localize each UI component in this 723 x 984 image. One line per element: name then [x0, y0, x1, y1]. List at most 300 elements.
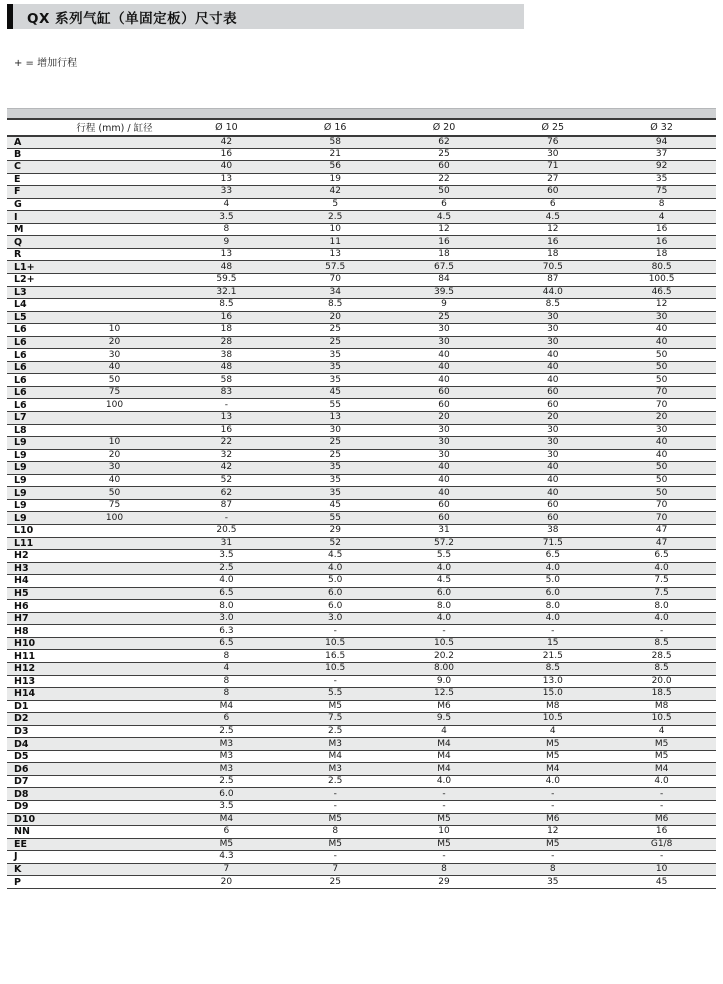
- dimension-value: 2.5: [172, 562, 281, 575]
- dimension-value: 10.5: [390, 637, 499, 650]
- row-label: L7: [7, 412, 57, 425]
- dimension-value: 2.5: [172, 725, 281, 738]
- stroke-value: 20: [57, 336, 172, 349]
- dimension-value: 32.1: [172, 286, 281, 299]
- table-row: [7, 863, 716, 876]
- dimension-value: 55: [281, 512, 390, 525]
- dimension-value: 25: [390, 311, 499, 324]
- row-label: H2: [7, 550, 57, 563]
- dimension-value: 4.0: [390, 612, 499, 625]
- dimension-value: 8.5: [607, 662, 716, 675]
- row-label: D8: [7, 788, 57, 801]
- table-row: [7, 550, 716, 563]
- header-empty-cell: [7, 120, 57, 136]
- dimension-value: -: [172, 399, 281, 412]
- dimension-value: 58: [172, 374, 281, 387]
- dimension-value: 4.5: [390, 211, 499, 224]
- dimension-value: M3: [281, 763, 390, 776]
- dimension-value: 10: [390, 826, 499, 839]
- stroke-value: [57, 524, 172, 537]
- row-label: E: [7, 173, 57, 186]
- dimension-value: 48: [172, 361, 281, 374]
- dimension-value: 8.0: [172, 600, 281, 613]
- table-row: [7, 186, 716, 199]
- stroke-value: [57, 136, 172, 149]
- dimension-value: 87: [498, 274, 607, 287]
- title-accent-bar: [7, 4, 13, 29]
- col-header-diameter-16: Ø 16: [281, 120, 390, 136]
- dimension-value: 60: [390, 161, 499, 174]
- dimension-value: 62: [390, 136, 499, 149]
- dimension-value: 30: [390, 449, 499, 462]
- dimension-value: 45: [281, 499, 390, 512]
- dimension-value: 2.5: [281, 725, 390, 738]
- dimension-value: M5: [607, 738, 716, 751]
- row-label: I: [7, 211, 57, 224]
- dimension-value: 40: [390, 462, 499, 475]
- dimension-value: 8: [172, 675, 281, 688]
- dimension-value: 60: [498, 386, 607, 399]
- stroke-value: 40: [57, 474, 172, 487]
- dimension-value: 4.5: [390, 575, 499, 588]
- row-label: L6: [7, 386, 57, 399]
- dimension-value: 12: [607, 299, 716, 312]
- dimension-value: 50: [607, 474, 716, 487]
- stroke-value: [57, 261, 172, 274]
- stroke-value: [57, 311, 172, 324]
- dimension-value: 50: [607, 349, 716, 362]
- stroke-value: [57, 675, 172, 688]
- stroke-note: + = 增加行程: [14, 58, 78, 69]
- stroke-value: [57, 248, 172, 261]
- dimension-value: 20.5: [172, 524, 281, 537]
- dimension-value: 18.5: [607, 688, 716, 701]
- dimension-value: 8.0: [498, 600, 607, 613]
- row-label: L9: [7, 474, 57, 487]
- dimension-value: -: [390, 851, 499, 864]
- row-label: L9: [7, 437, 57, 450]
- dimension-value: 6: [172, 826, 281, 839]
- row-label: NN: [7, 826, 57, 839]
- row-label: L9: [7, 512, 57, 525]
- dimension-value: 5: [281, 198, 390, 211]
- dimension-value: 60: [390, 386, 499, 399]
- table-row: [7, 675, 716, 688]
- stroke-value: [57, 186, 172, 199]
- dimension-value: M4: [390, 750, 499, 763]
- dimension-value: 50: [607, 487, 716, 500]
- table-row: [7, 688, 716, 701]
- table-row: [7, 349, 716, 362]
- table-row: [7, 274, 716, 287]
- dimension-value: 18: [607, 248, 716, 261]
- dimension-value: 40: [390, 474, 499, 487]
- stroke-value: [57, 738, 172, 751]
- dimension-value: 8: [172, 688, 281, 701]
- col-header-diameter-32: Ø 32: [607, 120, 716, 136]
- table-row: [7, 299, 716, 312]
- table-row: [7, 813, 716, 826]
- dimension-value: 4: [607, 211, 716, 224]
- dimension-value: 10.5: [498, 713, 607, 726]
- dimension-value: 75: [607, 186, 716, 199]
- dimension-value: 15: [498, 637, 607, 650]
- row-label: L9: [7, 449, 57, 462]
- dimension-value: 8: [607, 198, 716, 211]
- dimension-value: 18: [390, 248, 499, 261]
- dimension-value: 35: [498, 876, 607, 889]
- dimension-value: 30: [390, 424, 499, 437]
- stroke-value: 30: [57, 462, 172, 475]
- dimension-value: 29: [281, 524, 390, 537]
- table-row: [7, 424, 716, 437]
- dimension-value: M4: [172, 813, 281, 826]
- dimension-value: M5: [390, 813, 499, 826]
- table-row: [7, 876, 716, 889]
- dimension-value: 5.5: [390, 550, 499, 563]
- dimension-value: 35: [281, 462, 390, 475]
- stroke-value: 30: [57, 349, 172, 362]
- stroke-value: [57, 637, 172, 650]
- table-row: [7, 462, 716, 475]
- stroke-value: 10: [57, 324, 172, 337]
- dimension-value: 4: [498, 725, 607, 738]
- dimension-value: 37: [607, 148, 716, 161]
- dimension-value: 7.5: [607, 575, 716, 588]
- row-label: L5: [7, 311, 57, 324]
- dimension-value: 3.5: [172, 800, 281, 813]
- dimension-value: 4.0: [498, 562, 607, 575]
- dimension-value: 4: [172, 662, 281, 675]
- dimension-value: 6.0: [281, 587, 390, 600]
- dimension-value: 8: [172, 650, 281, 663]
- dimension-value: M5: [498, 738, 607, 751]
- dimension-value: 45: [607, 876, 716, 889]
- dimension-value: 40: [498, 374, 607, 387]
- dimension-value: 71.5: [498, 537, 607, 550]
- table-row: [7, 637, 716, 650]
- row-label: L9: [7, 487, 57, 500]
- dimension-value: 38: [498, 524, 607, 537]
- dimension-value: 9: [172, 236, 281, 249]
- table-row: [7, 662, 716, 675]
- table-row: [7, 612, 716, 625]
- dimension-value: 70: [607, 386, 716, 399]
- table-row: [7, 487, 716, 500]
- table-header-row: [7, 120, 716, 136]
- dimension-value: 10.5: [281, 637, 390, 650]
- stroke-value: [57, 688, 172, 701]
- dimension-value: 71: [498, 161, 607, 174]
- dimension-value: -: [390, 800, 499, 813]
- dimension-value: 6.0: [390, 587, 499, 600]
- stroke-value: [57, 750, 172, 763]
- dimension-value: 55: [281, 399, 390, 412]
- row-label: H12: [7, 662, 57, 675]
- table-row: [7, 437, 716, 450]
- stroke-value: [57, 537, 172, 550]
- dimension-value: 5.5: [281, 688, 390, 701]
- dimension-value: -: [498, 851, 607, 864]
- row-label: H6: [7, 600, 57, 613]
- dimension-value: M4: [498, 763, 607, 776]
- dimension-value: 7: [281, 863, 390, 876]
- dimension-value: 13: [172, 248, 281, 261]
- dimension-value: M3: [281, 738, 390, 751]
- stroke-value: [57, 236, 172, 249]
- dimension-value: 29: [390, 876, 499, 889]
- dimension-value: 16.5: [281, 650, 390, 663]
- dimension-value: 8.00: [390, 662, 499, 675]
- table-row: [7, 236, 716, 249]
- dimension-value: -: [281, 788, 390, 801]
- dimension-value: M5: [281, 813, 390, 826]
- dimension-value: 20: [281, 311, 390, 324]
- dimension-value: 40: [172, 161, 281, 174]
- dimension-value: 21: [281, 148, 390, 161]
- col-header-diameter-25: Ø 25: [498, 120, 607, 136]
- table-row: [7, 311, 716, 324]
- dimension-value: 25: [390, 148, 499, 161]
- dimension-value: 4: [390, 725, 499, 738]
- dimension-value: 67.5: [390, 261, 499, 274]
- dimension-value: 8: [498, 863, 607, 876]
- row-label: G: [7, 198, 57, 211]
- dimension-value: 6.5: [172, 587, 281, 600]
- dimension-value: 58: [281, 136, 390, 149]
- dimension-value: 30: [390, 324, 499, 337]
- dimension-value: 3.5: [172, 550, 281, 563]
- dimension-value: 16: [607, 223, 716, 236]
- dimension-value: 40: [390, 487, 499, 500]
- dimension-value: 31: [390, 524, 499, 537]
- row-label: H8: [7, 625, 57, 638]
- dimension-value: 50: [607, 462, 716, 475]
- stroke-value: [57, 575, 172, 588]
- row-label: D7: [7, 775, 57, 788]
- dimension-value: 16: [172, 424, 281, 437]
- dimension-value: 40: [498, 349, 607, 362]
- table-row: [7, 788, 716, 801]
- dimension-value: 94: [607, 136, 716, 149]
- dimension-value: 32: [172, 449, 281, 462]
- table-row: [7, 161, 716, 174]
- dimension-value: 12.5: [390, 688, 499, 701]
- table-row: [7, 587, 716, 600]
- dimension-value: 30: [498, 449, 607, 462]
- dimension-value: 30: [498, 437, 607, 450]
- stroke-value: [57, 876, 172, 889]
- dimension-value: 3.0: [172, 612, 281, 625]
- table-row: [7, 562, 716, 575]
- dimension-value: 6.5: [498, 550, 607, 563]
- stroke-value: [57, 851, 172, 864]
- dimension-value: 50: [607, 361, 716, 374]
- dimension-value: M3: [172, 750, 281, 763]
- row-label: L6: [7, 361, 57, 374]
- dimension-value: -: [281, 675, 390, 688]
- dimension-value: 13: [281, 248, 390, 261]
- dimension-value: 60: [498, 399, 607, 412]
- dimension-value: 4.5: [498, 211, 607, 224]
- dimension-value: M4: [281, 750, 390, 763]
- dimension-value: 47: [607, 524, 716, 537]
- dimension-value: M5: [607, 750, 716, 763]
- table-row: [7, 738, 716, 751]
- dimension-value: 15.0: [498, 688, 607, 701]
- stroke-value: [57, 662, 172, 675]
- dimension-value: 8.0: [390, 600, 499, 613]
- dimension-value: 100.5: [607, 274, 716, 287]
- dimension-value: 35: [281, 374, 390, 387]
- table-row: [7, 324, 716, 337]
- dimension-value: 28.5: [607, 650, 716, 663]
- dimension-value: 6.0: [172, 788, 281, 801]
- stroke-value: 75: [57, 386, 172, 399]
- table-row: [7, 700, 716, 713]
- row-label: EE: [7, 838, 57, 851]
- dimension-value: 6: [498, 198, 607, 211]
- dimension-value: 40: [498, 361, 607, 374]
- stroke-value: [57, 412, 172, 425]
- stroke-value: [57, 775, 172, 788]
- row-label: D3: [7, 725, 57, 738]
- row-label: L10: [7, 524, 57, 537]
- dimension-value: M5: [498, 750, 607, 763]
- dimension-value: 13.0: [498, 675, 607, 688]
- row-label: H14: [7, 688, 57, 701]
- dimension-value: 5.0: [281, 575, 390, 588]
- dimension-value: 7.5: [607, 587, 716, 600]
- dimension-value: M6: [390, 700, 499, 713]
- section-title-bar: [7, 4, 524, 29]
- dimension-value: M6: [498, 813, 607, 826]
- dimension-value: 3.0: [281, 612, 390, 625]
- dimension-value: 30: [498, 311, 607, 324]
- table-row: [7, 600, 716, 613]
- dimension-value: 62: [172, 487, 281, 500]
- dimension-value: 16: [390, 236, 499, 249]
- dimension-value: -: [390, 625, 499, 638]
- row-label: H7: [7, 612, 57, 625]
- row-label: H11: [7, 650, 57, 663]
- dimension-value: 33: [172, 186, 281, 199]
- row-label: L9: [7, 499, 57, 512]
- col-header-diameter-20: Ø 20: [390, 120, 499, 136]
- row-label: L4: [7, 299, 57, 312]
- dimension-value: 40: [498, 474, 607, 487]
- row-label: H4: [7, 575, 57, 588]
- dimension-value: 30: [390, 437, 499, 450]
- row-label: B: [7, 148, 57, 161]
- dimension-value: M4: [390, 738, 499, 751]
- dimension-value: 35: [281, 349, 390, 362]
- dimension-value: 20.2: [390, 650, 499, 663]
- dimension-value: 6.0: [498, 587, 607, 600]
- row-label: F: [7, 186, 57, 199]
- dimension-value: 20.0: [607, 675, 716, 688]
- dimension-value: 70.5: [498, 261, 607, 274]
- stroke-value: [57, 550, 172, 563]
- dimension-value: 47: [607, 537, 716, 550]
- row-label: M: [7, 223, 57, 236]
- dimension-value: 5.0: [498, 575, 607, 588]
- table-row: [7, 713, 716, 726]
- stroke-value: [57, 223, 172, 236]
- row-label: D5: [7, 750, 57, 763]
- stroke-value: [57, 725, 172, 738]
- stroke-value: [57, 587, 172, 600]
- dimension-value: -: [607, 625, 716, 638]
- dimension-value: M6: [607, 813, 716, 826]
- dimension-value: M5: [281, 838, 390, 851]
- table-row: [7, 361, 716, 374]
- table-row: [7, 261, 716, 274]
- dimension-value: 4: [172, 198, 281, 211]
- stroke-value: [57, 763, 172, 776]
- dimension-value: 7: [172, 863, 281, 876]
- dimension-value: 22: [172, 437, 281, 450]
- dimension-value: -: [390, 788, 499, 801]
- table-row: [7, 412, 716, 425]
- table-row: [7, 524, 716, 537]
- dimension-value: 6: [390, 198, 499, 211]
- dimension-value: 60: [390, 499, 499, 512]
- dimension-value: 8: [390, 863, 499, 876]
- dimension-value: 42: [172, 136, 281, 149]
- table-row: [7, 725, 716, 738]
- stroke-value: 10: [57, 437, 172, 450]
- dimension-value: 4.0: [607, 562, 716, 575]
- dimension-value: -: [281, 851, 390, 864]
- row-label: L6: [7, 399, 57, 412]
- stroke-value: 20: [57, 449, 172, 462]
- table-row: [7, 286, 716, 299]
- dimension-value: 30: [607, 424, 716, 437]
- dimension-value: -: [281, 800, 390, 813]
- stroke-value: [57, 650, 172, 663]
- table-row: [7, 750, 716, 763]
- dimension-value: 4.0: [607, 775, 716, 788]
- row-label: L6: [7, 349, 57, 362]
- dimension-value: M5: [498, 838, 607, 851]
- dimension-value: 40: [390, 361, 499, 374]
- dimension-value: 18: [172, 324, 281, 337]
- table-row: [7, 386, 716, 399]
- dimension-value: M4: [607, 763, 716, 776]
- dimension-value: 8.0: [607, 600, 716, 613]
- dimension-value: 12: [498, 223, 607, 236]
- dimension-value: 28: [172, 336, 281, 349]
- dimension-value: 10: [607, 863, 716, 876]
- stroke-value: 50: [57, 374, 172, 387]
- dimensions-table: [7, 120, 716, 889]
- dimension-value: M8: [607, 700, 716, 713]
- row-label: K: [7, 863, 57, 876]
- dimension-value: 25: [281, 437, 390, 450]
- dimension-value: 30: [498, 324, 607, 337]
- dimension-value: 60: [390, 512, 499, 525]
- dimension-value: 16: [498, 236, 607, 249]
- dimension-value: 25: [281, 876, 390, 889]
- dimension-value: 8.5: [607, 637, 716, 650]
- dimension-value: 60: [498, 512, 607, 525]
- table-row: [7, 775, 716, 788]
- dimension-value: 8.5: [281, 299, 390, 312]
- stroke-value: 75: [57, 499, 172, 512]
- dimension-value: 42: [172, 462, 281, 475]
- row-label: H10: [7, 637, 57, 650]
